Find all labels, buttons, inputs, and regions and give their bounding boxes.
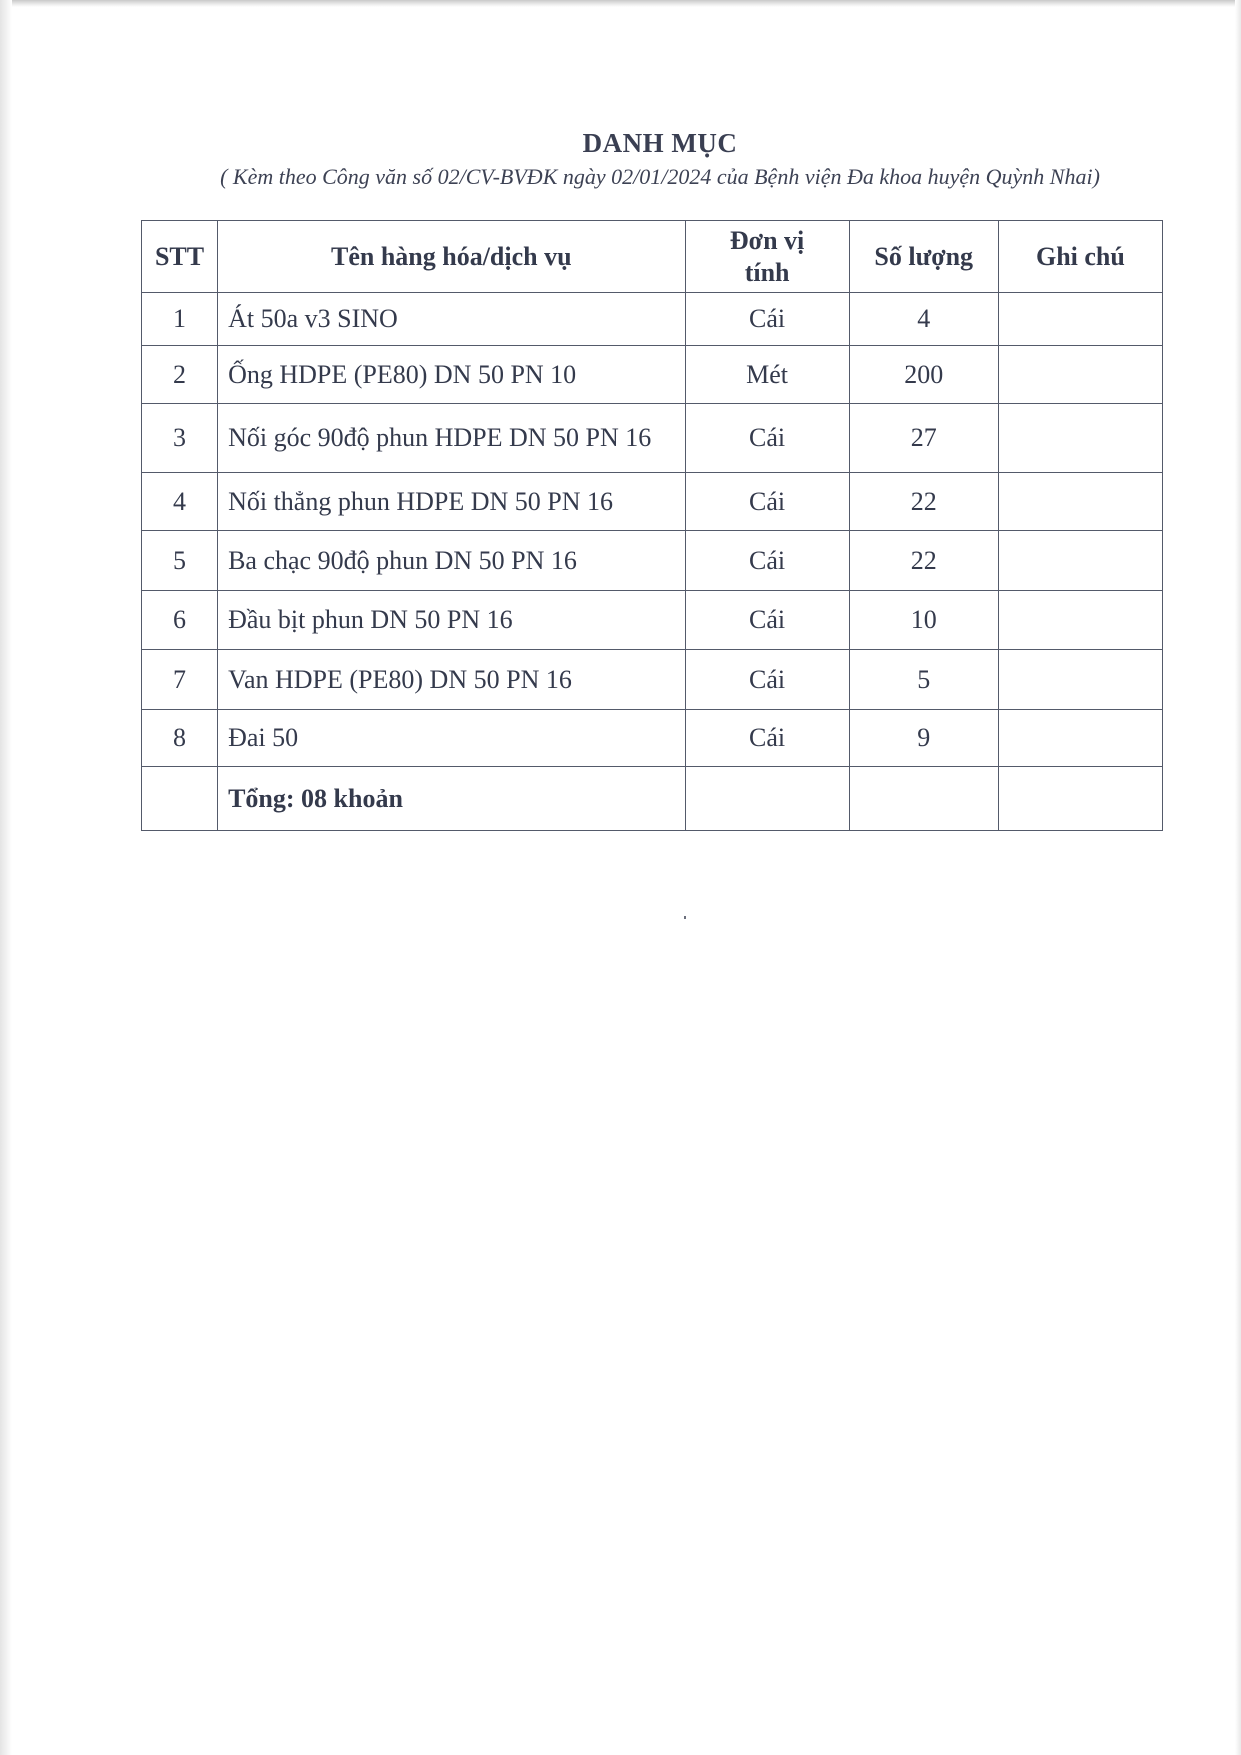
cell-total-note: [998, 767, 1162, 831]
scan-edge-left: [0, 0, 12, 1755]
cell-unit: Cái: [685, 473, 849, 531]
cell-name: Ống HDPE (PE80) DN 50 PN 10: [218, 346, 685, 404]
cell-stt: 2: [142, 346, 218, 404]
cell-stt: 7: [142, 650, 218, 710]
cell-name: Đai 50: [218, 710, 685, 767]
cell-note: [998, 531, 1162, 591]
table-row: [142, 591, 1163, 650]
cell-unit: Cái: [685, 710, 849, 767]
cell-note: [998, 710, 1162, 767]
table-row: [142, 650, 1163, 710]
cell-note: [998, 650, 1162, 710]
header-unit-line1: Đơn vị: [729, 225, 805, 255]
cell-stt: 1: [142, 293, 218, 346]
table-row: [142, 346, 1163, 404]
scan-edge-top: [0, 0, 1241, 7]
cell-total-stt: [142, 767, 218, 831]
header-unit: [685, 221, 849, 293]
cell-name: Nối góc 90độ phun HDPE DN 50 PN 16: [218, 404, 685, 473]
scan-edge-right: [1235, 0, 1241, 1755]
header-qty: Số lượng: [849, 221, 998, 293]
cell-unit: Cái: [685, 531, 849, 591]
cell-qty: 4: [849, 293, 998, 346]
cell-qty: 10: [849, 591, 998, 650]
cell-name: Nối thẳng phun HDPE DN 50 PN 16: [218, 473, 685, 531]
cell-name: Van HDPE (PE80) DN 50 PN 16: [218, 650, 685, 710]
cell-total-label: Tổng: 08 khoản: [218, 767, 685, 831]
cell-name: Ba chạc 90độ phun DN 50 PN 16: [218, 531, 685, 591]
cell-note: [998, 293, 1162, 346]
cell-stt: 3: [142, 404, 218, 473]
cell-name: Át 50a v3 SINO: [218, 293, 685, 346]
header-note: Ghi chú: [998, 221, 1162, 293]
document-title: DANH MỤC: [582, 128, 738, 158]
cell-note: [998, 591, 1162, 650]
table-row: [142, 710, 1163, 767]
cell-name: Đầu bịt phun DN 50 PN 16: [218, 591, 685, 650]
cell-stt: 4: [142, 473, 218, 531]
cell-unit: Cái: [685, 591, 849, 650]
header-name: Tên hàng hóa/dịch vụ: [218, 221, 685, 293]
cell-note: [998, 404, 1162, 473]
cell-qty: 27: [849, 404, 998, 473]
scan-speck: [684, 916, 686, 919]
cell-stt: 6: [142, 591, 218, 650]
header-unit-line2: tính: [744, 257, 790, 287]
header-stt: STT: [142, 221, 218, 293]
cell-total-unit: [685, 767, 849, 831]
cell-total-qty: [849, 767, 998, 831]
cell-note: [998, 346, 1162, 404]
cell-stt: 8: [142, 710, 218, 767]
table-header-row: [142, 221, 1163, 293]
cell-qty: 22: [849, 473, 998, 531]
items-table: [141, 220, 1163, 831]
cell-unit: Cái: [685, 650, 849, 710]
cell-qty: 200: [849, 346, 998, 404]
table-row: [142, 293, 1163, 346]
table-row: [142, 531, 1163, 591]
table-row: [142, 404, 1163, 473]
cell-stt: 5: [142, 531, 218, 591]
cell-unit: Cái: [685, 293, 849, 346]
cell-unit: Mét: [685, 346, 849, 404]
cell-note: [998, 473, 1162, 531]
table-total-row: [142, 767, 1163, 831]
document-subtitle: ( Kèm theo Công văn số 02/CV-BVĐK ngày 02/01/2024 của Bệnh viện Đa khoa huyện Quỳnh Nhai): [220, 164, 1100, 189]
table-row: [142, 473, 1163, 531]
cell-unit: Cái: [685, 404, 849, 473]
cell-qty: 22: [849, 531, 998, 591]
cell-qty: 5: [849, 650, 998, 710]
cell-qty: 9: [849, 710, 998, 767]
